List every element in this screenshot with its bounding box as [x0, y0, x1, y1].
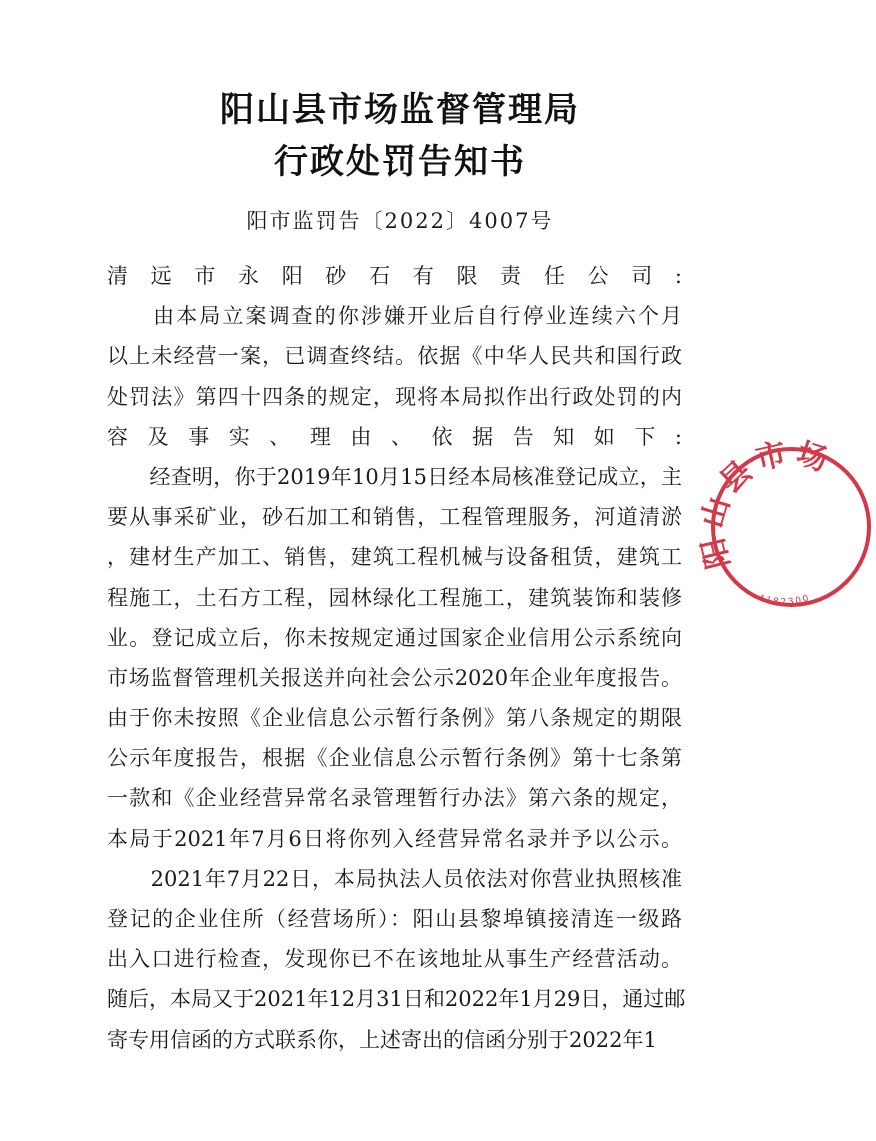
body-line: 要从事采矿业，砂石加工和销售，工程管理服务，河道清淤 [107, 505, 682, 530]
body-line: 公示年度报告，根据《企业信息公示暂行条例》第十七条第 [107, 746, 682, 771]
body-line: 一款和《企业经营异常名录管理暂行办法》第六条的规定， [107, 786, 682, 811]
body-line: 市场监督管理机关报送并向社会公示2020年企业年度报告。 [107, 665, 682, 690]
body-line: 以上未经营一案，已调查终结。依据《中华人民共和国行政 [107, 344, 682, 369]
body-line: 2021年7月22日，本局执法人员依法对你营业执照核准 [107, 866, 682, 891]
body-line: 出入口进行检查，发现你已不在该地址从事生产经营活动。 [107, 947, 682, 972]
document-subtitle: 行政处罚告知书 [274, 142, 526, 182]
body-line: ，建材生产加工、销售，建筑工程机械与设备租赁，建筑工 [107, 545, 682, 570]
official-seal [694, 435, 876, 612]
document-title: 阳山县市场监督管理局 [220, 90, 580, 130]
body-line: 经查明，你于2019年10月15日经本局核准登记成立，主 [107, 464, 682, 489]
addressee-line: 清远市永阳砂石有限责任公司: [107, 264, 682, 288]
document-body [107, 256, 686, 1060]
svg-text:阳山县市场: 阳山县市场 [694, 435, 838, 572]
body-line: 处罚法》第四十四条的规定，现将本局拟作出行政处罚的内 [107, 384, 682, 409]
document-number: 阳市监罚告〔2022〕4007号 [246, 209, 554, 233]
body-line: 由于你未按照《企业信息公示暂行条例》第八条规定的期限 [107, 706, 682, 731]
body-line: 本局于2021年7月6日将你列入经营异常名录并予以公示。 [107, 826, 682, 851]
body-line: 登记的企业住所（经营场所）：阳山县黎埠镇接清连一级路 [107, 907, 682, 931]
body-line: 寄专用信函的方式联系你，上述寄出的信函分别于2022年1 [107, 1027, 657, 1052]
body-line: 随后，本局又于2021年12月31日和2022年1月29日，通过邮 [107, 987, 686, 1012]
body-line: 程施工，土石方工程，园林绿化工程施工，建筑装饰和装修 [107, 585, 682, 610]
body-line: 业。登记成立后，你未按规定通过国家企业信用公示系统向 [107, 625, 682, 650]
svg-text:4182300: 4182300 [756, 593, 812, 608]
body-line: 由本局立案调查的你涉嫌开业后自行停业连续六个月 [107, 304, 682, 329]
body-line: 容及事实、理由、依据告知如下: [107, 424, 682, 449]
